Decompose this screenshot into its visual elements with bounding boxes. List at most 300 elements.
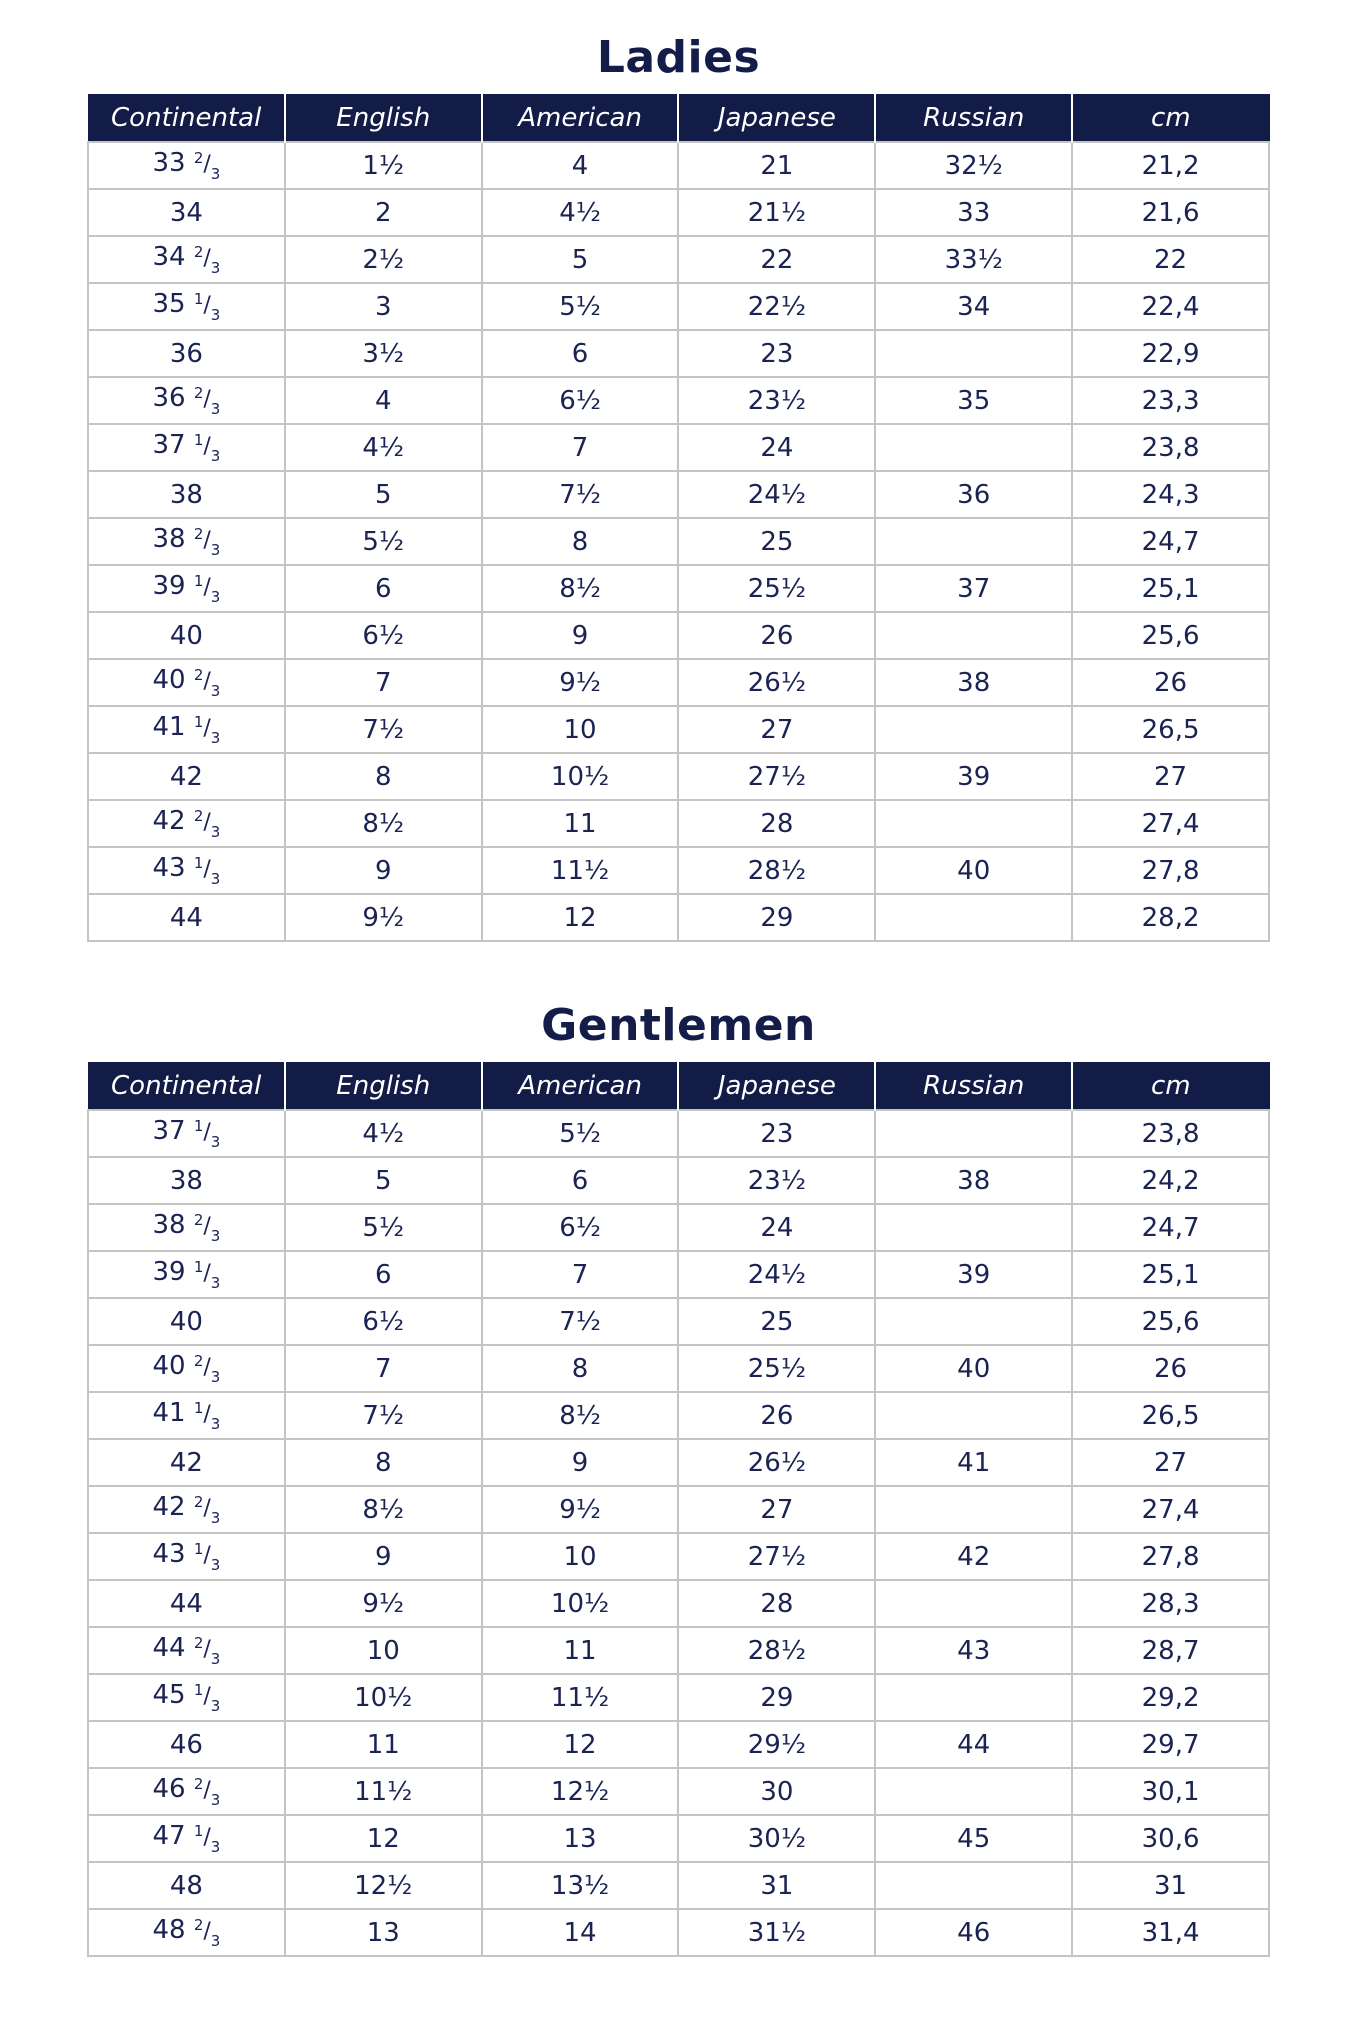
size-fraction: $^2/_3$ [193, 525, 221, 559]
size-fraction: $^2/_3$ [193, 1493, 221, 1527]
cell-american: 5½ [482, 1110, 679, 1157]
fraction-denominator: 3 [210, 729, 221, 747]
fraction-numerator: 1 [193, 1258, 204, 1276]
cell-russian: 45 [875, 1815, 1072, 1862]
cell-american: 13½ [482, 1862, 679, 1909]
fraction-numerator: 1 [193, 1540, 204, 1558]
size-fraction: $^2/_3$ [193, 384, 221, 418]
size-fraction: $^1/_3$ [193, 854, 221, 888]
cell-continental [88, 471, 285, 518]
size-fraction: $^1/_3$ [193, 290, 221, 324]
cell-cm: 22,4 [1072, 283, 1269, 330]
table-row [88, 894, 1269, 941]
cell-american: 7 [482, 1251, 679, 1298]
fraction-denominator: 3 [210, 1509, 221, 1527]
table-row [88, 1533, 1269, 1580]
size-fraction: $^2/_3$ [193, 666, 221, 700]
cell-japanese: 24 [678, 424, 875, 471]
fraction-denominator: 3 [210, 1838, 221, 1856]
cell-continental [88, 1486, 285, 1533]
table-row [88, 753, 1269, 800]
cell-english: 4 [285, 377, 482, 424]
cell-american: 11½ [482, 847, 679, 894]
size-fraction: $^1/_3$ [193, 1540, 221, 1574]
cell-english: 7½ [285, 706, 482, 753]
gentlemen-title: Gentlemen [541, 1000, 816, 1051]
cell-japanese: 28½ [678, 1627, 875, 1674]
fraction-numerator: 1 [193, 431, 204, 449]
cell-english: 3½ [285, 330, 482, 377]
size-whole: 40 [152, 1351, 186, 1381]
fraction-numerator: 1 [193, 290, 204, 308]
cell-cm: 23,8 [1072, 424, 1269, 471]
table-row [88, 1815, 1269, 1862]
fraction-denominator: 3 [210, 1415, 221, 1433]
cell-russian: 44 [875, 1721, 1072, 1768]
cell-russian: 40 [875, 1345, 1072, 1392]
cell-continental [88, 189, 285, 236]
cell-japanese: 26½ [678, 659, 875, 706]
cell-american: 7 [482, 424, 679, 471]
cell-cm: 27 [1072, 1439, 1269, 1486]
fraction-numerator: 2 [193, 1352, 204, 1370]
cell-cm: 26 [1072, 1345, 1269, 1392]
cell-cm: 24,3 [1072, 471, 1269, 518]
cell-japanese: 26½ [678, 1439, 875, 1486]
cell-american: 5½ [482, 283, 679, 330]
cell-american: 6 [482, 1157, 679, 1204]
table-row [88, 1862, 1269, 1909]
fraction-denominator: 3 [210, 823, 221, 841]
fraction-numerator: 2 [193, 1634, 204, 1652]
cell-japanese: 26 [678, 612, 875, 659]
table-row [88, 1345, 1269, 1392]
cell-american: 6½ [482, 377, 679, 424]
cell-japanese: 27½ [678, 753, 875, 800]
cell-japanese: 24½ [678, 1251, 875, 1298]
cell-russian [875, 1580, 1072, 1627]
fraction-numerator: 2 [193, 807, 204, 825]
column-header-continental: Continental [88, 94, 285, 142]
cell-continental [88, 847, 285, 894]
fraction-denominator: 3 [210, 1227, 221, 1245]
cell-continental [88, 377, 285, 424]
cell-continental [88, 1533, 285, 1580]
cell-japanese: 23 [678, 1110, 875, 1157]
fraction-denominator: 3 [210, 682, 221, 700]
fraction-numerator: 1 [193, 854, 204, 872]
table-row [88, 189, 1269, 236]
size-whole: 40 [169, 1306, 203, 1337]
fraction-denominator: 3 [210, 1133, 221, 1151]
size-whole: 37 [152, 1116, 186, 1146]
fraction-numerator: 2 [193, 525, 204, 543]
cell-american: 7½ [482, 471, 679, 518]
column-header-english: English [285, 94, 482, 142]
fraction-numerator: 2 [193, 384, 204, 402]
cell-continental [88, 518, 285, 565]
cell-russian [875, 1298, 1072, 1345]
cell-english: 11½ [285, 1768, 482, 1815]
cell-english: 12 [285, 1815, 482, 1862]
cell-english: 2 [285, 189, 482, 236]
cell-continental [88, 1439, 285, 1486]
size-whole: 42 [169, 761, 203, 792]
cell-continental [88, 283, 285, 330]
size-whole: 40 [169, 620, 203, 651]
cell-american: 9½ [482, 659, 679, 706]
size-whole: 38 [152, 524, 186, 554]
fraction-denominator: 3 [210, 165, 221, 183]
fraction-denominator: 3 [210, 1791, 221, 1809]
cell-japanese: 21½ [678, 189, 875, 236]
cell-japanese: 23½ [678, 377, 875, 424]
table-row [88, 1204, 1269, 1251]
cell-english: 9 [285, 1533, 482, 1580]
size-whole: 42 [152, 1492, 186, 1522]
size-whole: 42 [152, 806, 186, 836]
cell-english: 6½ [285, 1298, 482, 1345]
cell-continental [88, 1721, 285, 1768]
fraction-denominator: 3 [210, 1274, 221, 1292]
cell-continental [88, 1204, 285, 1251]
cell-cm: 29,2 [1072, 1674, 1269, 1721]
cell-continental [88, 1815, 285, 1862]
table-row [88, 1439, 1269, 1486]
cell-american: 4 [482, 142, 679, 189]
cell-japanese: 30½ [678, 1815, 875, 1862]
table-header-row [88, 1062, 1269, 1110]
cell-english: 7 [285, 1345, 482, 1392]
table-row [88, 1392, 1269, 1439]
table-row [88, 424, 1269, 471]
cell-english: 10½ [285, 1674, 482, 1721]
size-whole: 44 [169, 1588, 203, 1619]
cell-continental [88, 1392, 285, 1439]
table-row [88, 565, 1269, 612]
column-header-american: American [482, 1062, 679, 1110]
cell-continental [88, 236, 285, 283]
cell-continental [88, 424, 285, 471]
cell-cm: 27,8 [1072, 1533, 1269, 1580]
fraction-numerator: 2 [193, 1493, 204, 1511]
size-fraction: $^2/_3$ [193, 1916, 221, 1950]
size-fraction: $^2/_3$ [193, 243, 221, 277]
cell-american: 14 [482, 1909, 679, 1956]
cell-american: 5 [482, 236, 679, 283]
cell-russian: 43 [875, 1627, 1072, 1674]
fraction-numerator: 1 [193, 1117, 204, 1135]
cell-cm: 30,1 [1072, 1768, 1269, 1815]
cell-russian [875, 1110, 1072, 1157]
cell-japanese: 21 [678, 142, 875, 189]
size-whole: 41 [152, 1398, 186, 1428]
cell-cm: 27,4 [1072, 1486, 1269, 1533]
cell-english: 13 [285, 1909, 482, 1956]
cell-american: 8 [482, 518, 679, 565]
cell-russian: 42 [875, 1533, 1072, 1580]
cell-english: 4½ [285, 424, 482, 471]
cell-russian [875, 1204, 1072, 1251]
table-row [88, 1110, 1269, 1157]
table-row [88, 1251, 1269, 1298]
fraction-numerator: 1 [193, 713, 204, 731]
cell-russian: 39 [875, 1251, 1072, 1298]
cell-american: 10 [482, 706, 679, 753]
size-whole: 34 [169, 197, 203, 228]
cell-american: 9½ [482, 1486, 679, 1533]
cell-american: 11 [482, 1627, 679, 1674]
size-fraction: $^1/_3$ [193, 1399, 221, 1433]
cell-english: 5½ [285, 518, 482, 565]
fraction-numerator: 1 [193, 572, 204, 590]
size-fraction: $^2/_3$ [193, 1775, 221, 1809]
cell-american: 10 [482, 1533, 679, 1580]
size-fraction: $^2/_3$ [193, 149, 221, 183]
cell-continental [88, 612, 285, 659]
cell-japanese: 24½ [678, 471, 875, 518]
cell-japanese: 25½ [678, 1345, 875, 1392]
size-whole: 46 [152, 1774, 186, 1804]
size-fraction: $^1/_3$ [193, 1117, 221, 1151]
cell-english: 7½ [285, 1392, 482, 1439]
table-row [88, 142, 1269, 189]
cell-japanese: 28 [678, 800, 875, 847]
cell-english: 5 [285, 1157, 482, 1204]
cell-english: 7 [285, 659, 482, 706]
cell-american: 11½ [482, 1674, 679, 1721]
cell-english: 6 [285, 565, 482, 612]
cell-continental [88, 1627, 285, 1674]
cell-cm: 22 [1072, 236, 1269, 283]
table-row [88, 1580, 1269, 1627]
cell-cm: 26 [1072, 659, 1269, 706]
cell-american: 9 [482, 612, 679, 659]
cell-american: 8 [482, 1345, 679, 1392]
size-whole: 37 [152, 430, 186, 460]
fraction-denominator: 3 [210, 1368, 221, 1386]
cell-russian [875, 424, 1072, 471]
table-row [88, 1627, 1269, 1674]
size-whole: 36 [169, 338, 203, 369]
cell-cm: 26,5 [1072, 1392, 1269, 1439]
cell-cm: 31,4 [1072, 1909, 1269, 1956]
size-whole: 38 [152, 1210, 186, 1240]
size-whole: 35 [152, 289, 186, 319]
size-whole: 44 [169, 902, 203, 933]
cell-cm: 31 [1072, 1862, 1269, 1909]
cell-russian: 38 [875, 1157, 1072, 1204]
cell-continental [88, 330, 285, 377]
cell-english: 10 [285, 1627, 482, 1674]
size-whole: 48 [152, 1915, 186, 1945]
size-whole: 48 [169, 1870, 203, 1901]
cell-russian: 33 [875, 189, 1072, 236]
cell-cm: 25,6 [1072, 1298, 1269, 1345]
cell-cm: 28,2 [1072, 894, 1269, 941]
cell-english: 5½ [285, 1204, 482, 1251]
ladies-title: Ladies [596, 32, 761, 83]
cell-cm: 24,7 [1072, 518, 1269, 565]
cell-continental [88, 1862, 285, 1909]
cell-cm: 27 [1072, 753, 1269, 800]
cell-japanese: 28½ [678, 847, 875, 894]
cell-russian: 40 [875, 847, 1072, 894]
table-row [88, 518, 1269, 565]
cell-russian [875, 894, 1072, 941]
cell-cm: 28,3 [1072, 1580, 1269, 1627]
table-row [88, 800, 1269, 847]
cell-japanese: 28 [678, 1580, 875, 1627]
cell-japanese: 23 [678, 330, 875, 377]
fraction-denominator: 3 [210, 541, 221, 559]
column-header-continental: Continental [88, 1062, 285, 1110]
cell-russian [875, 330, 1072, 377]
column-header-russian: Russian [875, 1062, 1072, 1110]
table-row [88, 847, 1269, 894]
size-fraction: $^1/_3$ [193, 572, 221, 606]
cell-cm: 25,6 [1072, 612, 1269, 659]
fraction-denominator: 3 [210, 1556, 221, 1574]
cell-english: 8½ [285, 1486, 482, 1533]
cell-english: 9½ [285, 894, 482, 941]
cell-russian: 38 [875, 659, 1072, 706]
cell-russian: 36 [875, 471, 1072, 518]
cell-cm: 21,6 [1072, 189, 1269, 236]
cell-japanese: 25½ [678, 565, 875, 612]
cell-cm: 27,8 [1072, 847, 1269, 894]
fraction-numerator: 1 [193, 1822, 204, 1840]
fraction-denominator: 3 [210, 306, 221, 324]
cell-continental [88, 706, 285, 753]
cell-japanese: 27½ [678, 1533, 875, 1580]
size-whole: 39 [152, 1257, 186, 1287]
size-fraction: $^2/_3$ [193, 1352, 221, 1386]
cell-english: 1½ [285, 142, 482, 189]
cell-russian [875, 1768, 1072, 1815]
cell-english: 9 [285, 847, 482, 894]
cell-russian: 34 [875, 283, 1072, 330]
cell-continental [88, 1345, 285, 1392]
size-fraction: $^1/_3$ [193, 1822, 221, 1856]
cell-american: 6½ [482, 1204, 679, 1251]
fraction-denominator: 3 [210, 870, 221, 888]
fraction-numerator: 2 [193, 1211, 204, 1229]
fraction-denominator: 3 [210, 1697, 221, 1715]
table-row [88, 659, 1269, 706]
cell-japanese: 22 [678, 236, 875, 283]
cell-english: 6 [285, 1251, 482, 1298]
table-row [88, 1486, 1269, 1533]
cell-cm: 21,2 [1072, 142, 1269, 189]
fraction-denominator: 3 [210, 1650, 221, 1668]
cell-cm: 23,3 [1072, 377, 1269, 424]
cell-continental [88, 800, 285, 847]
fraction-numerator: 1 [193, 1399, 204, 1417]
cell-japanese: 27 [678, 706, 875, 753]
cell-japanese: 25 [678, 1298, 875, 1345]
size-whole: 45 [152, 1680, 186, 1710]
cell-japanese: 27 [678, 1486, 875, 1533]
fraction-denominator: 3 [210, 588, 221, 606]
fraction-denominator: 3 [210, 1932, 221, 1950]
cell-russian [875, 1674, 1072, 1721]
cell-japanese: 30 [678, 1768, 875, 1815]
cell-japanese: 22½ [678, 283, 875, 330]
cell-russian: 35 [875, 377, 1072, 424]
column-header-japanese: Japanese [678, 94, 875, 142]
size-whole: 33 [152, 148, 186, 178]
fraction-numerator: 2 [193, 666, 204, 684]
cell-continental [88, 659, 285, 706]
cell-japanese: 29½ [678, 1721, 875, 1768]
cell-russian [875, 1486, 1072, 1533]
cell-american: 12 [482, 1721, 679, 1768]
table-row [88, 377, 1269, 424]
cell-cm: 27,4 [1072, 800, 1269, 847]
cell-cm: 23,8 [1072, 1110, 1269, 1157]
cell-russian [875, 1392, 1072, 1439]
fraction-numerator: 2 [193, 1775, 204, 1793]
fraction-numerator: 2 [193, 149, 204, 167]
table-row [88, 1721, 1269, 1768]
cell-russian: 37 [875, 565, 1072, 612]
cell-continental [88, 1157, 285, 1204]
size-whole: 41 [152, 712, 186, 742]
column-header-cm: cm [1072, 1062, 1269, 1110]
cell-continental [88, 142, 285, 189]
table-row [88, 1674, 1269, 1721]
cell-american: 13 [482, 1815, 679, 1862]
size-fraction: $^1/_3$ [193, 713, 221, 747]
cell-cm: 24,7 [1072, 1204, 1269, 1251]
fraction-denominator: 3 [210, 259, 221, 277]
fraction-denominator: 3 [210, 400, 221, 418]
size-whole: 40 [152, 665, 186, 695]
cell-continental [88, 1674, 285, 1721]
size-whole: 42 [169, 1447, 203, 1478]
size-whole: 34 [152, 242, 186, 272]
table-row [88, 471, 1269, 518]
cell-continental [88, 565, 285, 612]
size-whole: 44 [152, 1633, 186, 1663]
fraction-numerator: 1 [193, 1681, 204, 1699]
cell-american: 7½ [482, 1298, 679, 1345]
cell-continental [88, 1298, 285, 1345]
size-fraction: $^1/_3$ [193, 1258, 221, 1292]
cell-american: 8½ [482, 1392, 679, 1439]
size-whole: 38 [169, 1165, 203, 1196]
gentlemen-size-table [87, 1062, 1270, 1957]
size-whole: 39 [152, 571, 186, 601]
cell-japanese: 31½ [678, 1909, 875, 1956]
fraction-denominator: 3 [210, 447, 221, 465]
size-fraction: $^2/_3$ [193, 807, 221, 841]
table-row [88, 1768, 1269, 1815]
cell-russian: 33½ [875, 236, 1072, 283]
size-whole: 47 [152, 1821, 186, 1851]
cell-english: 11 [285, 1721, 482, 1768]
cell-japanese: 29 [678, 894, 875, 941]
column-header-japanese: Japanese [678, 1062, 875, 1110]
cell-american: 9 [482, 1439, 679, 1486]
cell-american: 12 [482, 894, 679, 941]
cell-english: 2½ [285, 236, 482, 283]
cell-russian [875, 612, 1072, 659]
fraction-numerator: 2 [193, 1916, 204, 1934]
cell-russian [875, 706, 1072, 753]
cell-continental [88, 753, 285, 800]
